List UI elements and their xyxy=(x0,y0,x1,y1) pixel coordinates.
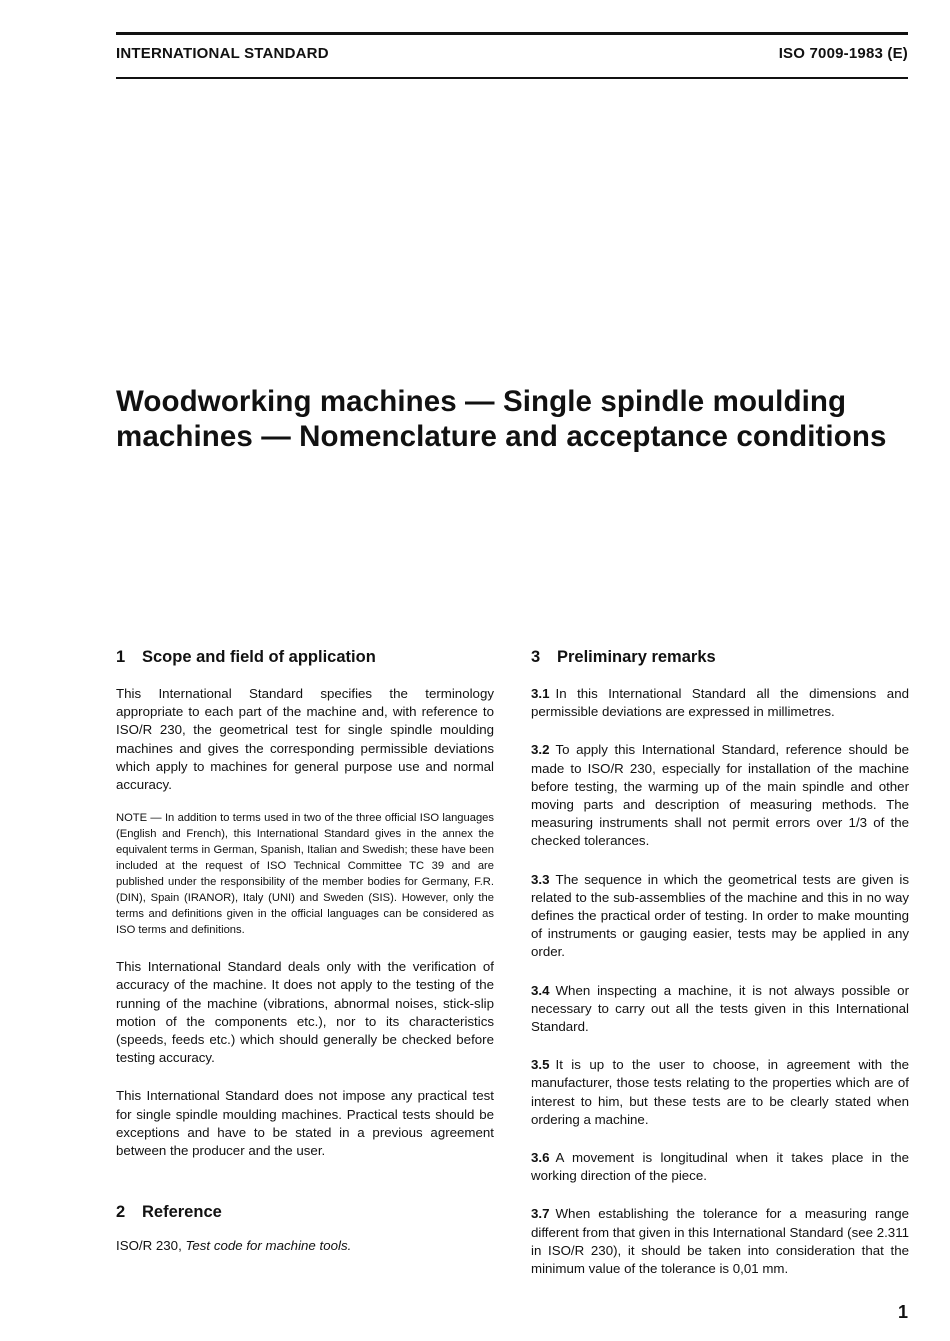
clause-text: In this International Standard all the dimensions and permissible deviations are expressed in millimetres. xyxy=(531,686,909,720)
clause-text: The sequence in which the geometrical tests are given is related to the sub-assemblies of the machine and this in no way defines the practical order of testing. In order to make mounting of instruments or gauging easier, tests may be applied in any order. xyxy=(531,871,909,960)
left-column xyxy=(116,647,494,1255)
clause-3-1 xyxy=(531,685,909,721)
section-1-paragraph-2: This International Standard deals only with the verification of accuracy of the machine. It does not apply to the testing of the running of the machine (vibrations, abnormal noises, stick-slip motion of the components etc.), nor to its characteristics (speeds, feeds etc.) which should generally be checked before testing accuracy. xyxy=(116,959,494,1066)
title-line-1: Woodworking machines — Single spindle moulding xyxy=(116,385,847,418)
document-title xyxy=(116,384,896,454)
header-top-rule xyxy=(116,32,908,35)
section-1-note: NOTE — In addition to terms used in two of the three official ISO languages (English and French), this International Standard gives in the annex the equivalent terms in German, Spanish, Italian and Swedish; these have been included at the request of ISO Technical Committee TC 39 and are published under the responsibility of the member bodies for Germany, F.R. (DIN), Spain (IRANOR), Italy (UNI) and Sweden (SIS). However, only the terms and definitions given in the official languages can be considered as ISO terms and definitions. xyxy=(116,812,494,937)
clause-3-5 xyxy=(531,1056,909,1129)
section-3-number: 3 xyxy=(531,648,541,666)
clause-number: 3.5 xyxy=(531,1057,550,1073)
section-1-paragraph-1: This International Standard specifies the terminology appropriate to each part of the machine and, with reference to ISO/R 230, the geometrical test for single spindle moulding machines and gives the corresponding permissible deviations which apply to machines for general purpose use and normal accuracy. xyxy=(116,686,494,793)
clause-3-4 xyxy=(531,982,909,1037)
section-3-title: Preliminary remarks xyxy=(557,648,716,666)
clause-text: A movement is longitudinal when it takes place in the working direction of the piece. xyxy=(531,1150,909,1184)
right-column xyxy=(531,647,909,1278)
clause-number: 3.7 xyxy=(531,1206,550,1222)
clause-number: 3.3 xyxy=(531,871,550,887)
standard-number: ISO 7009-1983 (E) xyxy=(778,45,908,62)
clause-number: 3.2 xyxy=(531,742,550,758)
clause-number: 3.4 xyxy=(531,982,550,998)
clause-number: 3.1 xyxy=(531,686,550,701)
section-2-title: Reference xyxy=(142,1203,222,1222)
section-1-number: 1 xyxy=(116,648,126,666)
reference-title: Test code for machine tools. xyxy=(185,1238,352,1254)
reference-entry xyxy=(116,1237,494,1255)
title-line-2: machines — Nomenclature and acceptance conditions xyxy=(116,420,887,453)
section-1-title: Scope and field of application xyxy=(142,648,376,666)
clause-number: 3.6 xyxy=(531,1150,550,1166)
document-type: INTERNATIONAL STANDARD xyxy=(116,45,329,62)
section-2-heading xyxy=(116,1202,494,1222)
clause-3-3 xyxy=(531,871,909,962)
reference-code: ISO/R 230, xyxy=(116,1238,182,1254)
header-bottom-rule xyxy=(116,77,908,79)
clause-text: When establishing the tolerance for a measuring range different from that given in this International Standard (see 2.311 in ISO/R 230), it should be taken into consideration that the minimum value of the tolerance is 0,01 mm. xyxy=(531,1206,909,1277)
clause-3-6 xyxy=(531,1149,909,1185)
section-1-heading xyxy=(116,647,494,667)
clause-3-2 xyxy=(531,741,909,850)
clause-text: When inspecting a machine, it is not always possible or necessary to carry out all the tests given in this International Standard. xyxy=(531,982,909,1035)
clause-text: It is up to the user to choose, in agreement with the manufacturer, those tests relating to the properties which are of interest to him, but these tests are to be clearly stated when ordering a machine. xyxy=(531,1057,909,1127)
clause-3-7 xyxy=(531,1205,909,1278)
section-3-heading xyxy=(531,647,909,667)
section-2-number: 2 xyxy=(116,1203,126,1222)
page-number: 1 xyxy=(897,1302,908,1322)
section-1-paragraph-3: This International Standard does not impose any practical test for single spindle moulding machines. Practical tests should be exceptions and have to be stated in a previous agreement between the producer and the user. xyxy=(116,1088,494,1159)
clause-text: To apply this International Standard, reference should be made to ISO/R 230, especially for installation of the machine before testing, the warming up of the main spindle and other moving parts and description of measuring methods. The measuring instruments shall not permit errors over 1/3 of the checked tolerances. xyxy=(531,742,909,849)
